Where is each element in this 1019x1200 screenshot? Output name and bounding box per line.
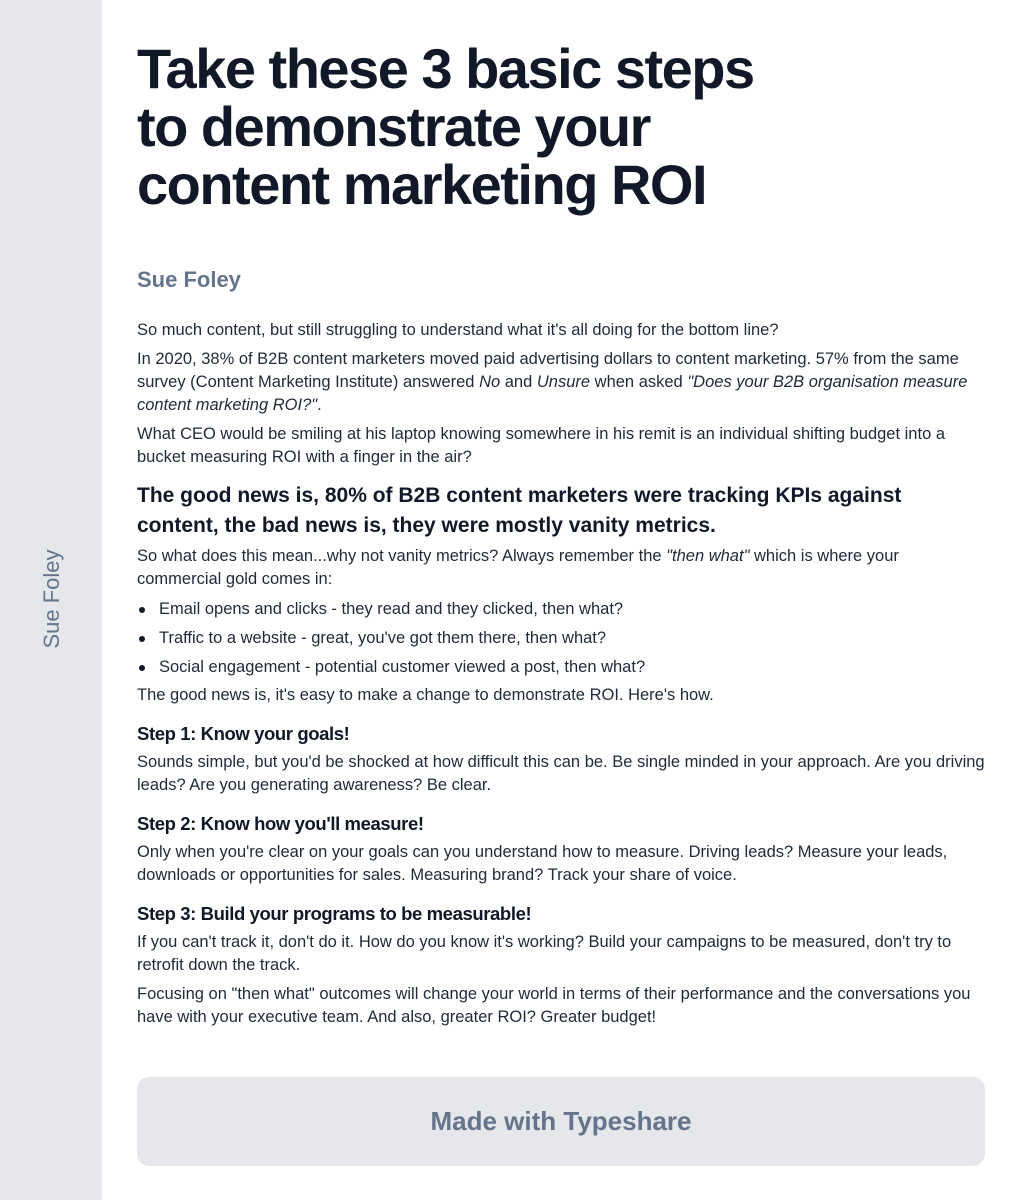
transition-paragraph: The good news is, it's easy to make a change to demonstrate ROI. Here's how. [137, 686, 714, 704]
step-1-heading: Step 1: Know your goals! [137, 723, 350, 744]
vanity-text: So what does this mean...why not vanity metrics? Always remember the [137, 547, 667, 565]
step-2-heading: Step 2: Know how you'll measure! [137, 813, 424, 834]
list-item: Social engagement - potential customer viewed a post, then what? [137, 656, 985, 679]
step-3-heading: Step 3: Build your programs to be measurable! [137, 903, 532, 924]
vanity-paragraph [137, 545, 985, 591]
step-2-body: Only when you're clear on your goals can you understand how to measure. Driving leads? Measure your leads, downloads or opportunities for sales. Measuring brand? Track your share of voice. [137, 843, 948, 884]
sidebar-author-name: Sue Foley [39, 549, 64, 649]
made-with-typeshare-badge[interactable] [137, 1077, 985, 1166]
stats-when-asked: when asked [590, 373, 688, 391]
article-title: Take these 3 basic steps to demonstrate your content marketing ROI [137, 37, 754, 216]
stats-paragraph [137, 348, 985, 417]
stats-and: and [500, 373, 537, 391]
vanity-text-end: which is where your commercial gold comes in: [137, 547, 899, 588]
footer-label: Made with Typeshare [430, 1106, 692, 1136]
stats-text: In 2020, 38% of B2B content marketers moved paid advertising dollars to content marketing. 57% from the same survey (Content Marketing Institute) answered [137, 350, 959, 391]
vanity-metrics-list [137, 598, 985, 679]
conclusion-paragraph: Focusing on "then what" outcomes will change your world in terms of their performance and the conversations you have with your executive team. And also, greater ROI? Greater budget! [137, 985, 971, 1026]
section-subheading: The good news is, 80% of B2B content marketers were tracking KPIs against content, the bad news is, they were mostly vanity metrics. [137, 484, 902, 537]
list-item: Email opens and clicks - they read and they clicked, then what? [137, 598, 985, 621]
answer-no: No [479, 373, 501, 391]
step-1-body: Sounds simple, but you'd be shocked at how difficult this can be. Be single minded in your approach. Are you driving leads? Are you generating awareness? Be clear. [137, 753, 985, 794]
author-byline: Sue Foley [137, 267, 241, 292]
article [137, 37, 985, 1029]
then-what-phrase: "then what" [666, 547, 750, 565]
answer-unsure: Unsure [536, 373, 591, 391]
step-3-body: If you can't track it, don't do it. How do you know it's working? Build your campaigns to be measured, don't try to retrofit down the track. [137, 933, 952, 974]
sidebar [0, 0, 102, 1200]
stats-end: . [317, 396, 322, 414]
list-item: Traffic to a website - great, you've got them there, then what? [137, 627, 985, 650]
ceo-paragraph: What CEO would be smiling at his laptop knowing somewhere in his remit is an individual shifting budget into a bucket measuring ROI with a finger in the air? [137, 425, 946, 466]
intro-paragraph: So much content, but still struggling to understand what it's all doing for the bottom line? [137, 321, 779, 339]
survey-question: "Does your B2B organisation measure content marketing ROI?" [137, 373, 968, 414]
